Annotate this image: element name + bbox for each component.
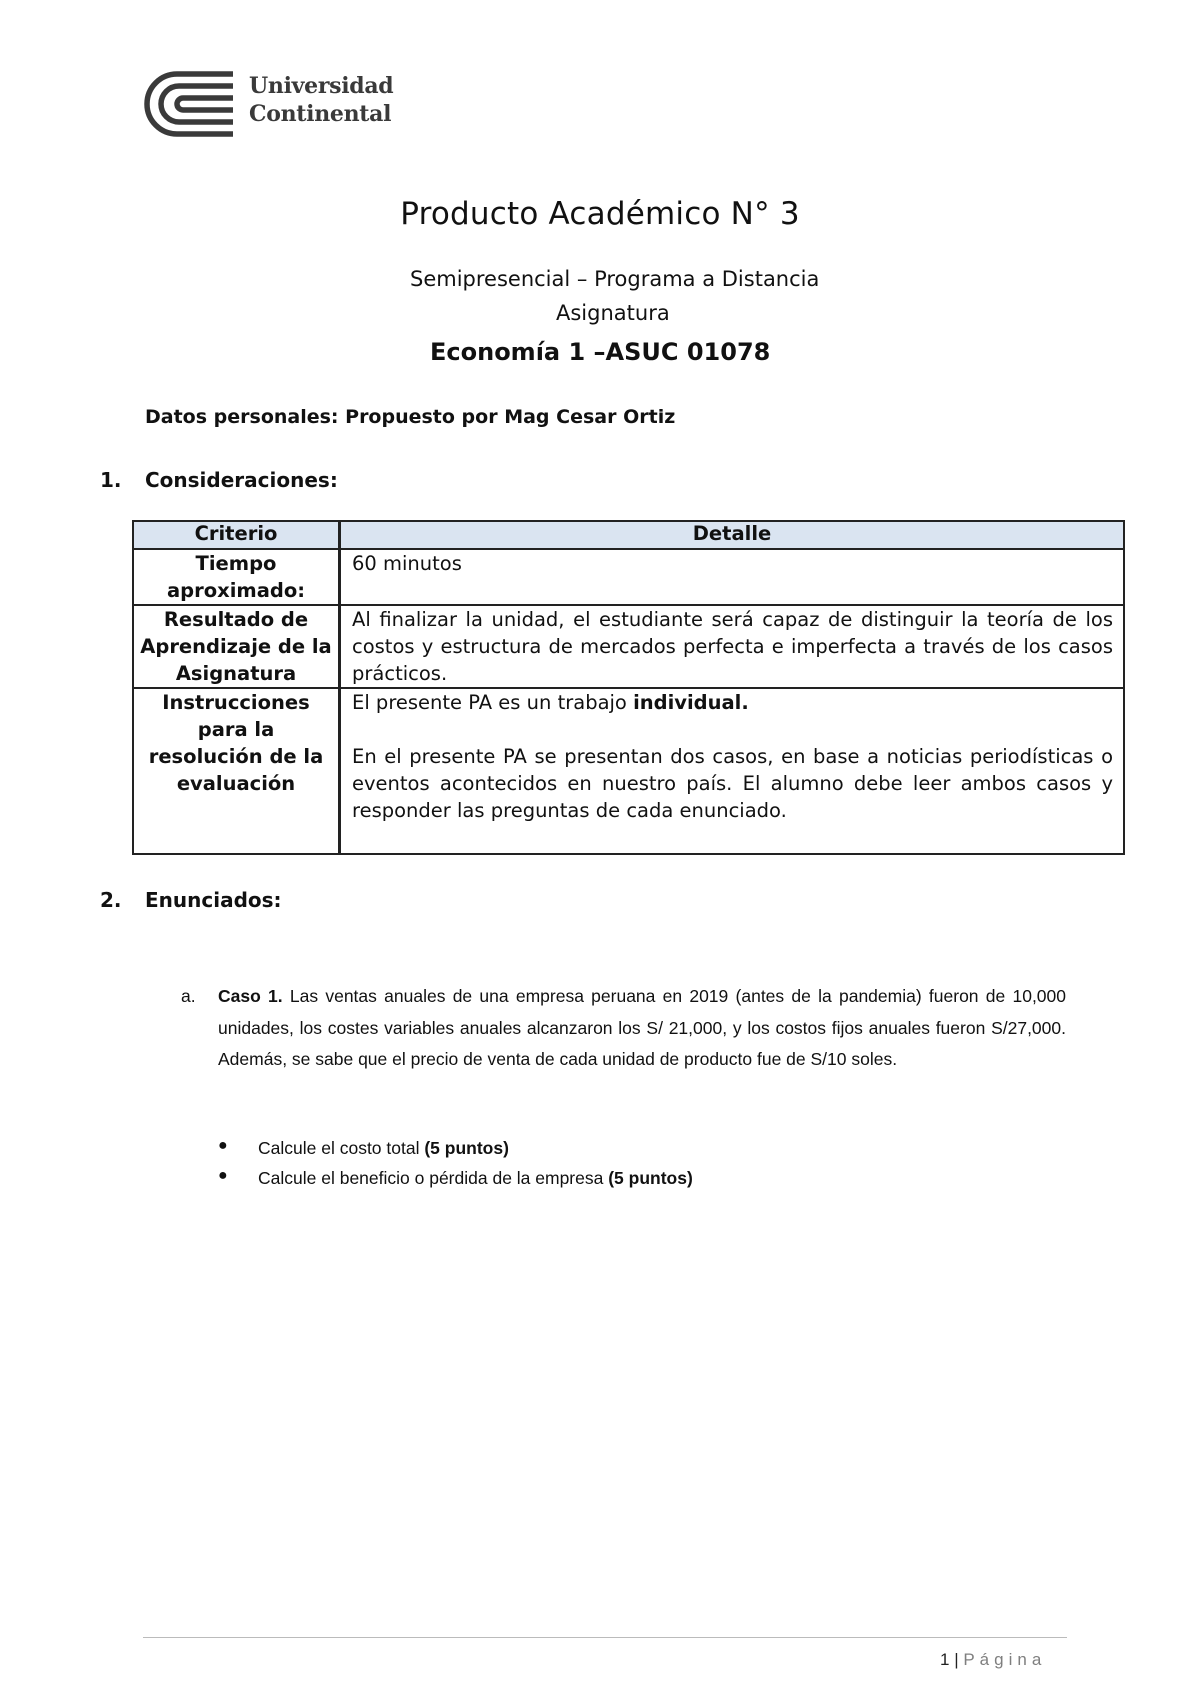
criterio-cell: Instrucciones para la resolución de la evaluación [133,688,340,854]
instruction-paragraph: En el presente PA se presentan dos casos, en base a noticias periodísticas o eventos acontecidos en nuestro país. El alumno debe leer ambos casos y responder las preguntas de cada enunciado. [352,745,1113,822]
points-label: (5 puntos) [424,1138,509,1158]
table-row [133,688,1124,854]
page-title: Producto Académico N° 3 [400,196,800,232]
bullet-icon: ● [218,1167,228,1184]
section-number: 1. [100,468,122,492]
detalle-cell: 60 minutos [340,549,1125,605]
section-label: Enunciados: [145,888,282,912]
university-logo [143,70,393,140]
instruction-emphasis: individual. [633,691,749,714]
case-body: Las ventas anuales de una empresa peruana en 2019 (antes de la pandemia) fueron de 10,000 unidades, los costes variables anuales alcanzaron los S/ 21,000, y los costos fijos anuales fueron S/27,000. Además, se sabe que el precio de venta de cada unidad de producto fue de S/10 soles. [218,986,1067,1069]
detalle-cell [340,688,1125,854]
list-item-text [258,1168,693,1189]
logo-line2: Continental [249,101,392,127]
page-number: 1 [940,1650,950,1669]
page-footer [940,1650,1046,1670]
column-header-criterio: Criterio [133,521,340,549]
footer-divider [143,1637,1067,1638]
logo-line1: Universidad [249,73,394,99]
question-text: Calcule el beneficio o pérdida de la empresa [258,1168,609,1188]
question-text: Calcule el costo total [258,1138,425,1158]
case-label: Caso 1. [218,986,283,1006]
points-label: (5 puntos) [608,1168,693,1188]
footer-separator: | [949,1650,964,1669]
case-text [218,981,1066,1076]
criteria-table [132,520,1125,855]
instruction-text: El presente PA es un trabajo [352,691,634,714]
table-row [133,549,1124,605]
bullet-icon: ● [218,1137,228,1154]
case-letter: a. [181,986,196,1006]
case-1 [181,981,1066,1076]
table-row [133,605,1124,688]
detalle-cell: Al finalizar la unidad, el estudiante será capaz de distinguir la teoría de los costos y estructura de mercados perfecta e imperfecta a través de los casos prácticos. [340,605,1125,688]
section-heading-consideraciones [100,468,338,492]
criterio-cell: Resultado de Aprendizaje de la Asignatura [133,605,340,688]
section-label: Consideraciones: [145,468,338,492]
logo-mark-icon [143,70,239,138]
column-header-detalle: Detalle [340,521,1125,549]
course-name: Economía 1 –ASUC 01078 [430,338,771,366]
section-number: 2. [100,888,122,912]
section-heading-enunciados [100,888,282,912]
table-header-row [133,521,1124,549]
instruction-paragraph [352,689,1113,716]
list-item-text [258,1138,509,1159]
criterio-cell: Tiempo aproximado: [133,549,340,605]
asignatura-label: Asignatura [556,301,670,325]
personal-data: Datos personales: Propuesto por Mag Cesar Ortiz [145,406,676,428]
subtitle: Semipresencial – Programa a Distancia [410,267,820,291]
page-label: Página [963,1650,1047,1669]
